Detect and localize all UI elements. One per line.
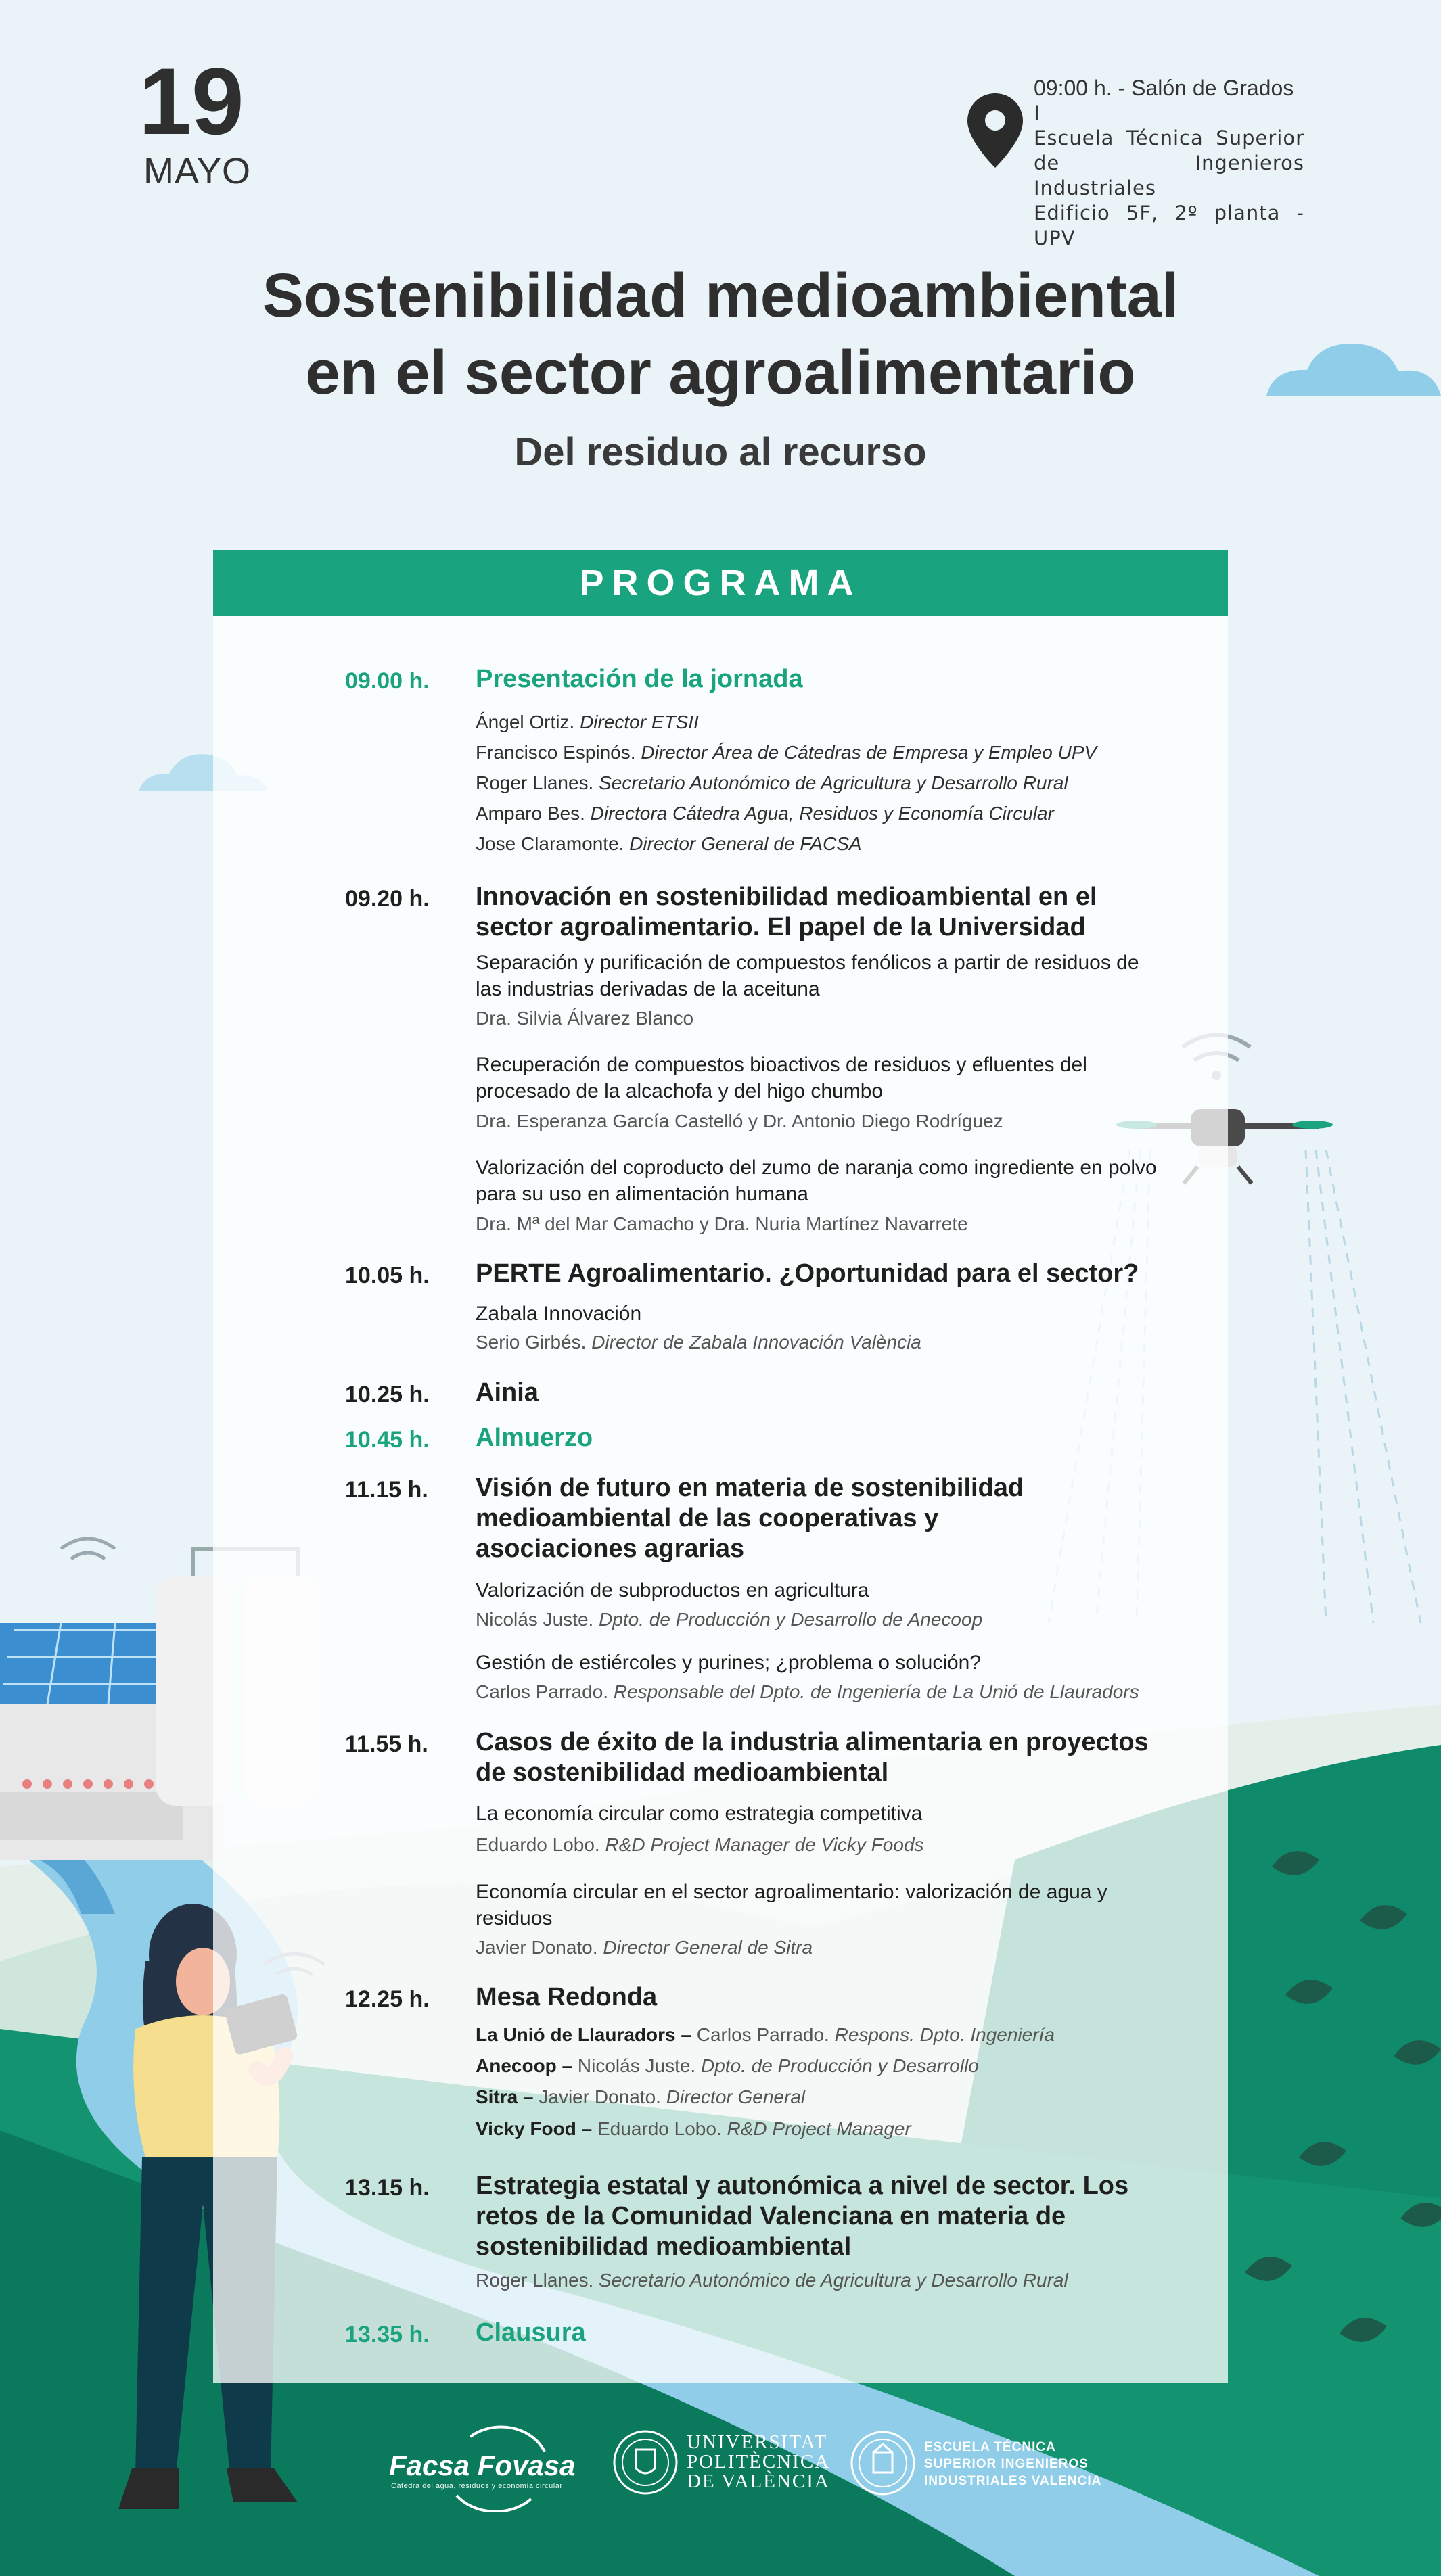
item-time: 13.35 h.	[345, 2322, 430, 2347]
item-title: Almuerzo	[476, 1424, 593, 1452]
item-title: Casos de éxito de la industria alimentaria en proyectos de sostenibilidad medioambiental	[476, 1728, 1149, 1787]
talk-title: Separación y purificación de compuestos fenólicos a partir de residuos de las industrias derivadas de la aceituna	[476, 952, 1139, 1000]
talk-title: Valorización de subproductos en agricultura	[476, 1579, 869, 1601]
item-time: 10.45 h.	[345, 1427, 430, 1453]
item-title: Clausura	[476, 2318, 586, 2347]
talk-speakers: Serio Girbés. Director de Zabala Innovación València	[476, 1332, 921, 1353]
talk-speakers: Dra. Esperanza García Castelló y Dr. Antonio Diego Rodríguez	[476, 1110, 1003, 1131]
venue-time-room: 09:00 h. - Salón de Grados I	[1034, 76, 1294, 125]
date-day: 19	[139, 48, 244, 154]
talk-speakers: Javier Donato. Director General de Sitra	[476, 1937, 813, 1958]
location-pin-icon	[967, 93, 1023, 168]
talk-speakers: Dra. Silvia Álvarez Blanco	[476, 1008, 694, 1029]
facsa-tagline: Cátedra del agua, residuos y economía circular	[391, 2482, 563, 2490]
panel-row: Sitra – Javier Donato. Director General	[476, 2086, 806, 2107]
item-title: Ainia	[476, 1378, 539, 1407]
item-time: 13.15 h.	[345, 2175, 430, 2201]
speaker-line: Amparo Bes. Directora Cátedra Agua, Residuos y Economía Circular	[476, 803, 1054, 824]
talk-speakers: Dra. Mª del Mar Camacho y Dra. Nuria Martínez Navarrete	[476, 1213, 968, 1234]
item-time: 09.20 h.	[345, 886, 430, 912]
talk-title: Recuperación de compuestos bioactivos de residuos y efluentes del procesado de la alcachofa y del higo chumbo	[476, 1054, 1087, 1102]
talk-speakers: Carlos Parrado. Responsable del Dpto. de Ingeniería de La Unió de Llauradors	[476, 1681, 1139, 1702]
item-title: Visión de futuro en materia de sostenibilidad medioambiental de las cooperativas y asociaciones agrarias	[476, 1474, 1024, 1563]
talk-speakers: Nicolás Juste. Dpto. de Producción y Desarrollo de Anecoop	[476, 1609, 983, 1630]
speaker-line: Jose Claramonte. Director General de FACSA	[476, 833, 862, 854]
item-title: PERTE Agroalimentario. ¿Oportunidad para el sector?	[476, 1259, 1139, 1288]
program-banner: PROGRAMA	[213, 550, 1228, 616]
speaker-line: Francisco Espinós. Director Área de Cátedras de Empresa y Empleo UPV	[476, 742, 1097, 763]
talk-title: Gestión de estiércoles y purines; ¿problema o solución?	[476, 1652, 982, 1674]
upv-seal-icon	[612, 2429, 679, 2496]
venue-line: Escuela Técnica Superior	[1034, 126, 1304, 149]
item-title: Mesa Redonda	[476, 1983, 658, 2011]
talk-title: Valorización del coproducto del zumo de naranja como ingrediente en polvo para su uso en alimentación humana	[476, 1156, 1157, 1205]
facsa-logo-text: Facsa Fovasa	[389, 2450, 576, 2481]
event-title-line1: Sostenibilidad medioambiental	[262, 261, 1179, 330]
item-time: 11.55 h.	[345, 1731, 428, 1757]
etsii-logo-text: ESCUELA TÉCNICA SUPERIOR INGENIEROS INDUSTRIALES VALENCIA	[924, 2440, 1102, 2488]
upv-logo-text: UNIVERSITAT POLITÈCNICA DE VALÈNCIA	[687, 2431, 831, 2492]
event-subtitle: Del residuo al recurso	[514, 430, 927, 474]
venue-line: de Ingenieros Industriales	[1034, 151, 1304, 200]
speaker-line: Roger Llanes. Secretario Autonómico de Agricultura y Desarrollo Rural	[476, 772, 1068, 793]
item-time: 11.15 h.	[345, 1477, 428, 1503]
item-time: 10.25 h.	[345, 1382, 430, 1407]
talk-title: Zabala Innovación	[476, 1303, 642, 1325]
talk-title: Economía circular en el sector agroalimentario: valorización de agua y residuos	[476, 1881, 1107, 1929]
panel-row: Anecoop – Nicolás Juste. Dpto. de Producción y Desarrollo	[476, 2055, 979, 2076]
item-title: Innovación en sostenibilidad medioambiental en el sector agroalimentario. El papel de la Universidad	[476, 883, 1097, 941]
speaker-line: Ángel Ortiz. Director ETSII	[476, 711, 699, 732]
venue-line: Edificio 5F, 2º planta - UPV	[1034, 202, 1304, 250]
date-month: MAYO	[143, 151, 252, 191]
item-time: 09.00 h.	[345, 668, 430, 694]
item-time: 12.25 h.	[345, 1986, 430, 2012]
etsii-seal-icon	[849, 2429, 917, 2497]
talk-speakers: Eduardo Lobo. R&D Project Manager de Vicky Foods	[476, 1834, 924, 1855]
talk-title: La economía circular como estrategia competitiva	[476, 1802, 923, 1825]
talk-speakers: Roger Llanes. Secretario Autonómico de Agricultura y Desarrollo Rural	[476, 2270, 1068, 2291]
venue-block	[1034, 76, 1304, 251]
event-title-line2: en el sector agroalimentario	[305, 338, 1136, 407]
item-title: Presentación de la jornada	[476, 665, 803, 693]
item-title: Estrategia estatal y autonómica a nivel de sector. Los retos de la Comunidad Valenciana en materia de sostenibilidad medioambiental	[476, 2172, 1129, 2261]
panel-row: La Unió de Llauradors – Carlos Parrado. Respons. Dpto. Ingeniería	[476, 2024, 1055, 2045]
panel-row: Vicky Food – Eduardo Lobo. R&D Project Manager	[476, 2118, 911, 2139]
event-title	[135, 257, 1306, 411]
item-time: 10.05 h.	[345, 1263, 430, 1288]
